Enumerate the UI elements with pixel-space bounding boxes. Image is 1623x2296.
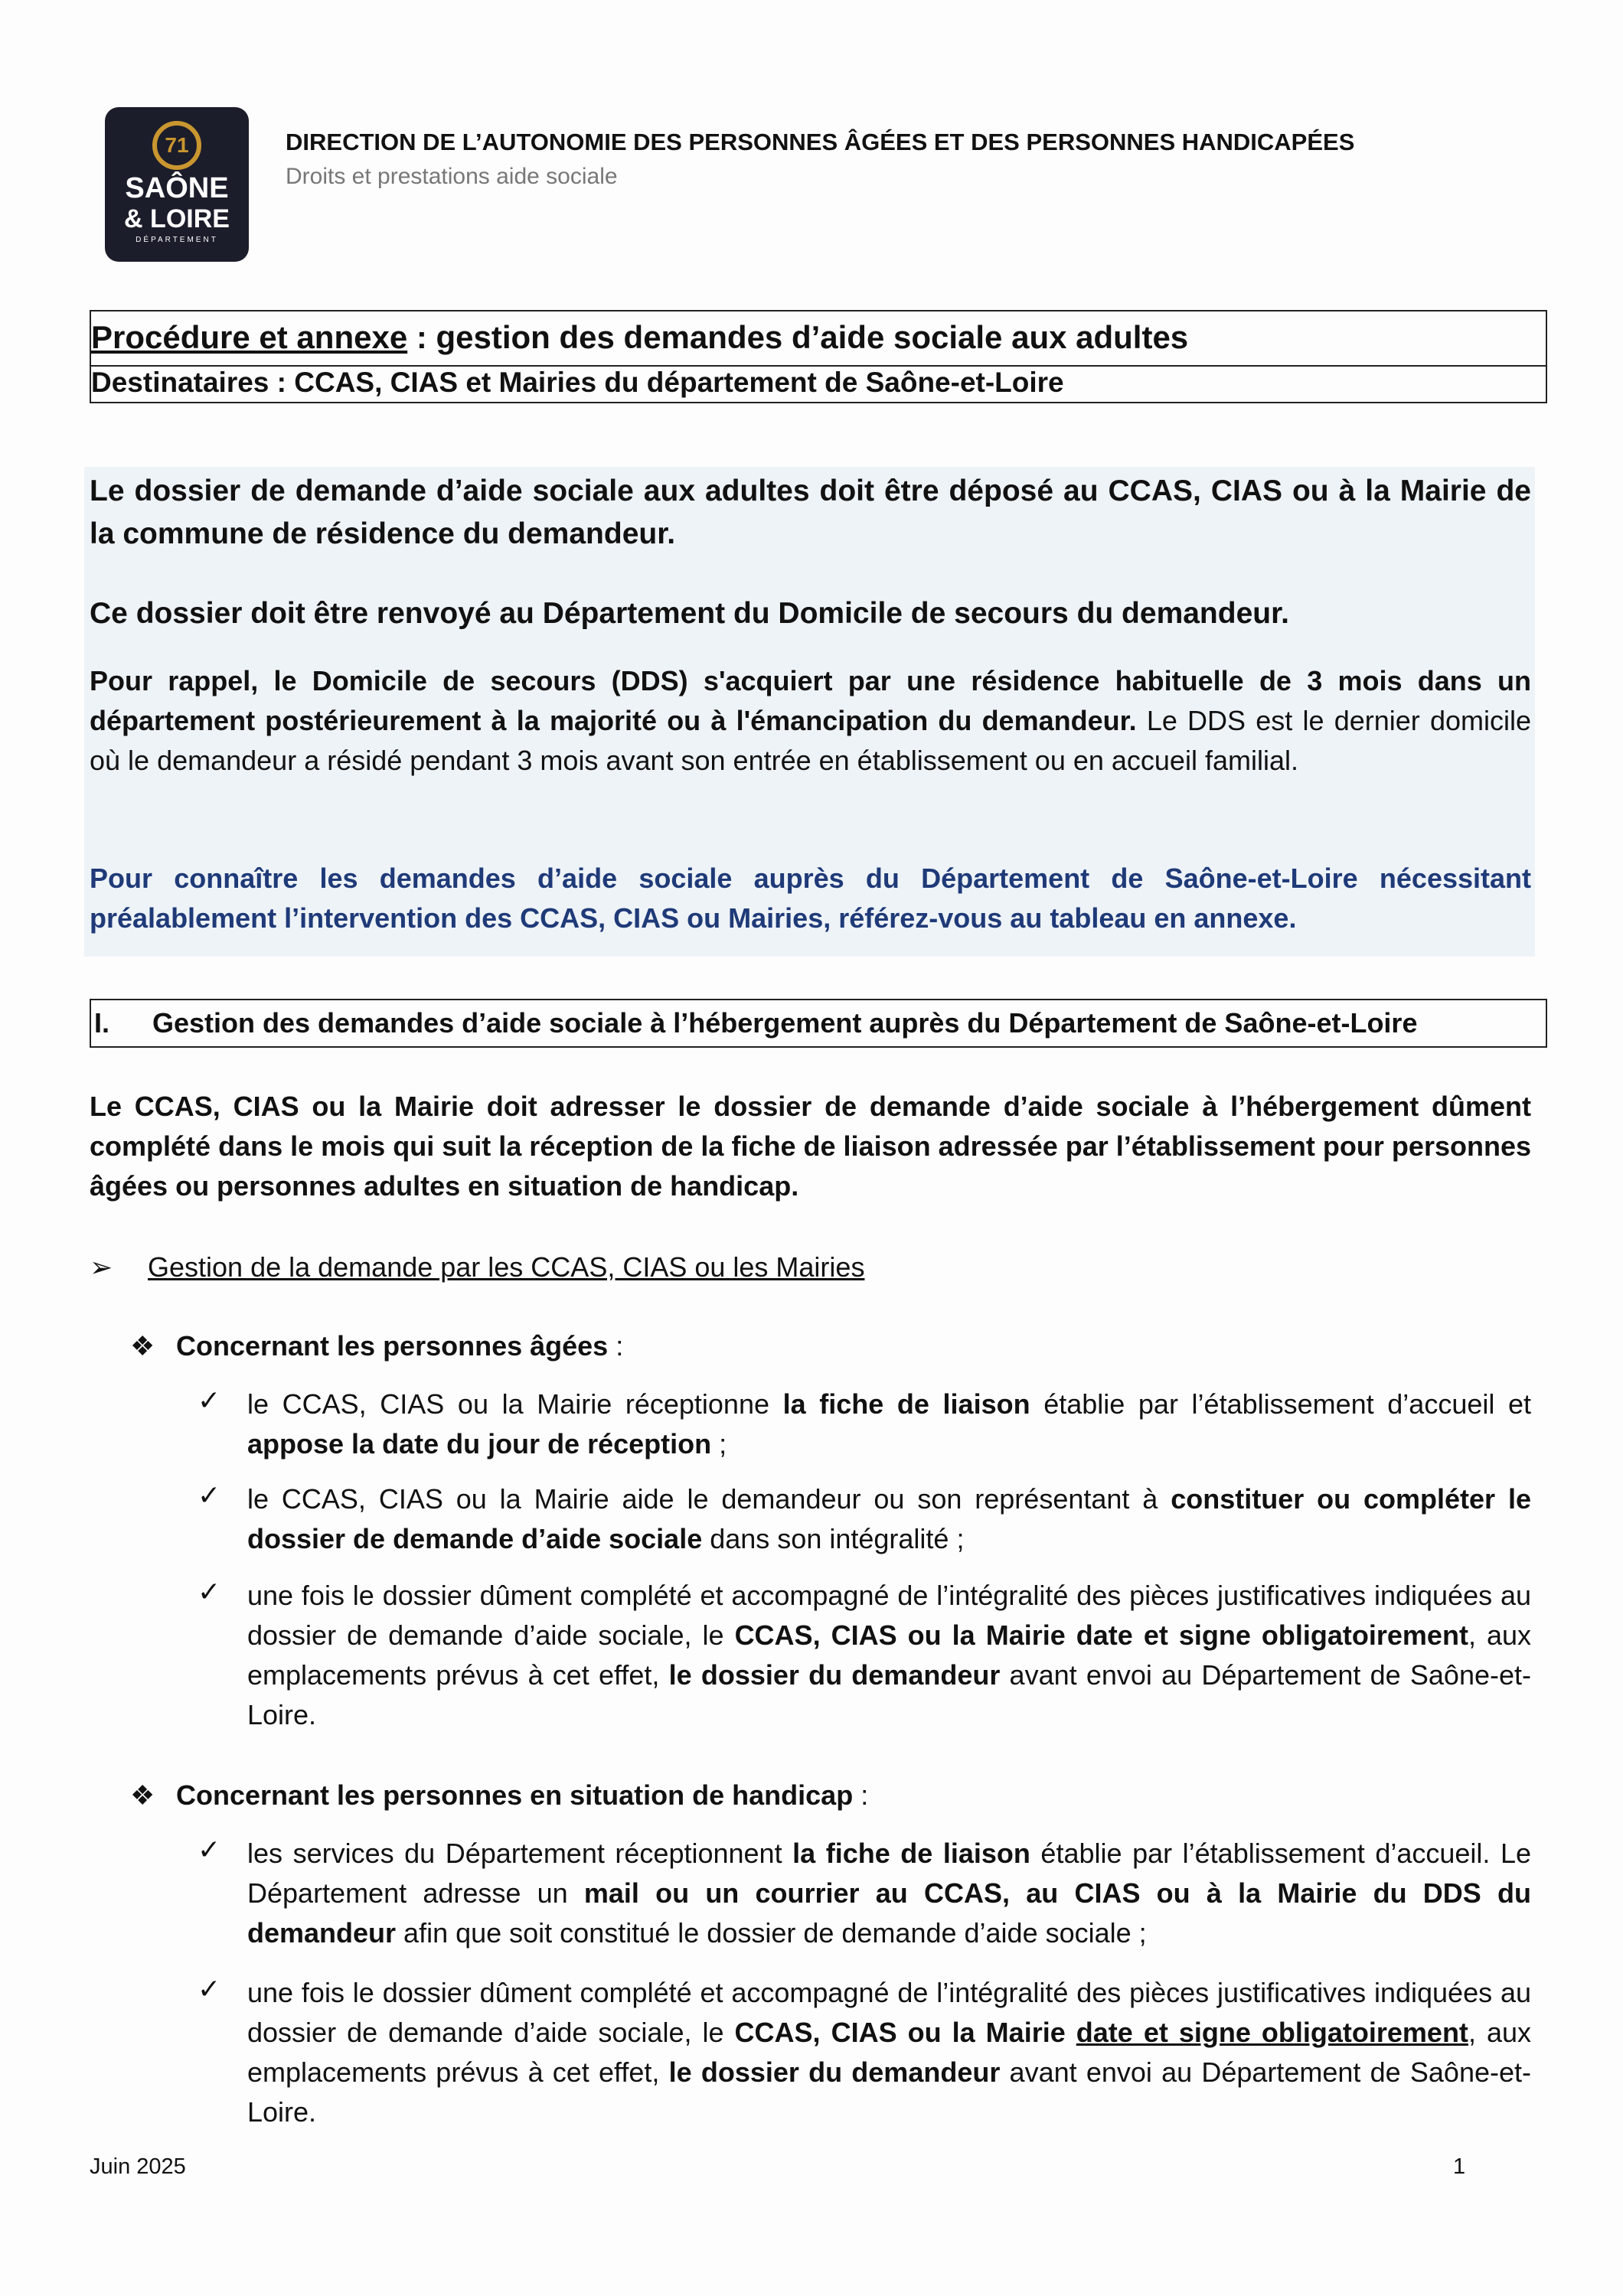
t: établie par l’établissement d’accueil. Le Département adresse un — [247, 1838, 1531, 1909]
t: le dossier du demandeur — [668, 2056, 1001, 2088]
colon: : — [853, 1779, 869, 1811]
logo-emblem: 71 — [152, 121, 201, 170]
t: constituer ou compléter le dossier de demande d’aide sociale — [247, 1483, 1531, 1554]
intro-p3-bold: Pour rappel, le Domicile de secours (DDS) s'acquiert par une résidence habituelle de 3 mois dans un département postérieurement à la majorité ou à l'émancipation du demandeur. — [90, 665, 1531, 736]
t: le dossier du demandeur — [668, 1659, 1001, 1691]
colon: : — [608, 1330, 624, 1362]
page-number: 1 — [1453, 2154, 1466, 2179]
t: une fois le dossier dûment complété et accompagné de l’intégralité des pièces justificatives indiquées au dossier de demande d’aide sociale, le — [247, 1977, 1531, 2048]
diamond-bullet-icon: ❖ — [130, 1330, 155, 1362]
t: CCAS, CIAS ou la Mairie date et signe obligatoirement — [734, 1619, 1468, 1651]
title-box — [90, 310, 1547, 403]
t: mail ou un courrier au CCAS, au CIAS ou à la Mairie du DDS du demandeur — [247, 1877, 1531, 1949]
t: , aux emplacements prévus à cet effet, — [247, 2017, 1532, 2088]
t: la fiche de liaison — [782, 1388, 1030, 1420]
t: appose la date du jour de réception — [247, 1428, 712, 1459]
saone-et-loire-logo — [105, 107, 249, 262]
elderly-heading — [130, 1326, 1572, 1366]
intro-p3-rest: Le DDS est le dernier domicile où le demandeur a résidé pendant 3 mois avant son entrée en établissement ou en accueil familial. — [90, 705, 1531, 776]
intro-p1: Le dossier de demande d’aide sociale aux adultes doit être déposé au CCAS, CIAS ou à la Mairie de la commune de résidence du demandeur. — [90, 475, 1531, 550]
footer-date: Juin 2025 — [90, 2154, 186, 2179]
logo-line1: SAÔNE — [125, 172, 229, 204]
t: avant envoi au Département de Saône-et-Loire. — [247, 2056, 1531, 2128]
disabled-item-1 — [247, 1834, 1531, 1953]
intro-p2: Ce dossier doit être renvoyé au Département du Domicile de secours du demandeur. — [90, 597, 1289, 630]
t: dans son intégralité ; — [702, 1523, 965, 1554]
t: date et signe obligatoirement — [1076, 2017, 1468, 2048]
disabled-heading — [130, 1776, 1572, 1815]
t: une fois le dossier dûment complété et accompagné de l’intégralité des pièces justificatives indiquées au dossier de demande d’aide sociale, le — [247, 1580, 1531, 1651]
elderly-item-1 — [247, 1384, 1531, 1464]
arrowhead-bullet-icon: ➢ — [90, 1251, 113, 1283]
t: ; — [711, 1428, 727, 1459]
intro-p3 — [90, 661, 1531, 781]
elderly-heading-text: Concernant les personnes âgées — [176, 1330, 609, 1362]
logo-line3: DÉPARTEMENT — [136, 236, 218, 244]
check-icon: ✓ — [198, 1973, 221, 2004]
elderly-item-2 — [247, 1479, 1531, 1559]
t: avant envoi au Département de Saône-et-Loire. — [247, 1659, 1531, 1730]
check-icon: ✓ — [198, 1576, 221, 1607]
t: le CCAS, CIAS ou la Mairie aide le demandeur ou son représentant à — [247, 1483, 1171, 1515]
t: , aux emplacements prévus à cet effet, — [247, 1619, 1532, 1691]
elderly-item-3 — [247, 1576, 1531, 1735]
section-title: Gestion des demandes d’aide sociale à l’hébergement auprès du Département de Saône-et-Loire — [152, 1007, 1418, 1039]
check-icon: ✓ — [198, 1479, 221, 1511]
recipients: Destinataires : CCAS, CIAS et Mairies du département de Saône-et-Loire — [91, 365, 1546, 399]
header-subtitle: Droits et prestations aide sociale — [286, 164, 618, 189]
t: CCAS, CIAS ou la Mairie — [734, 2017, 1076, 2048]
subheading — [90, 1247, 1531, 1287]
t: la fiche de liaison — [792, 1838, 1030, 1869]
t: établie par l’établissement d’accueil et — [1030, 1388, 1532, 1420]
intro-annex-note: Pour connaître les demandes d’aide sociale auprès du Département de Saône-et-Loire nécessitant préalablement l’intervention des CCAS, CIAS ou Mairies, référez-vous au tableau en annexe. — [90, 863, 1531, 934]
t: le CCAS, CIAS ou la Mairie réceptionne — [247, 1388, 783, 1420]
title-rest: : gestion des demandes d’aide sociale aux adultes — [407, 319, 1189, 355]
logo-line2: & LOIRE — [124, 204, 230, 233]
t: afin que soit constitué le dossier de demande d’aide sociale ; — [396, 1917, 1147, 1949]
t: les services du Département réceptionnent — [247, 1838, 793, 1869]
diamond-bullet-icon: ❖ — [130, 1779, 155, 1811]
subheading-text: Gestion de la demande par les CCAS, CIAS ou les Mairies — [148, 1251, 865, 1283]
check-icon: ✓ — [198, 1834, 221, 1865]
header-title: DIRECTION DE L’AUTONOMIE DES PERSONNES ÂGÉES ET DES PERSONNES HANDICAPÉES — [286, 129, 1355, 155]
section-number: I. — [94, 1007, 110, 1039]
document-title — [91, 319, 1188, 356]
disabled-item-2 — [247, 1973, 1531, 2132]
check-icon: ✓ — [198, 1384, 221, 1416]
title-underlined: Procédure et annexe — [91, 319, 408, 355]
section1-box — [90, 999, 1547, 1048]
disabled-heading-text: Concernant les personnes en situation de handicap — [176, 1779, 854, 1811]
section1-intro: Le CCAS, CIAS ou la Mairie doit adresser le dossier de demande d’aide sociale à l’hébergement dûment complété dans le mois qui suit la réception de la fiche de liaison adressée par l’établissement pour personnes âgées ou personnes adultes en situation de handicap. — [90, 1091, 1531, 1202]
